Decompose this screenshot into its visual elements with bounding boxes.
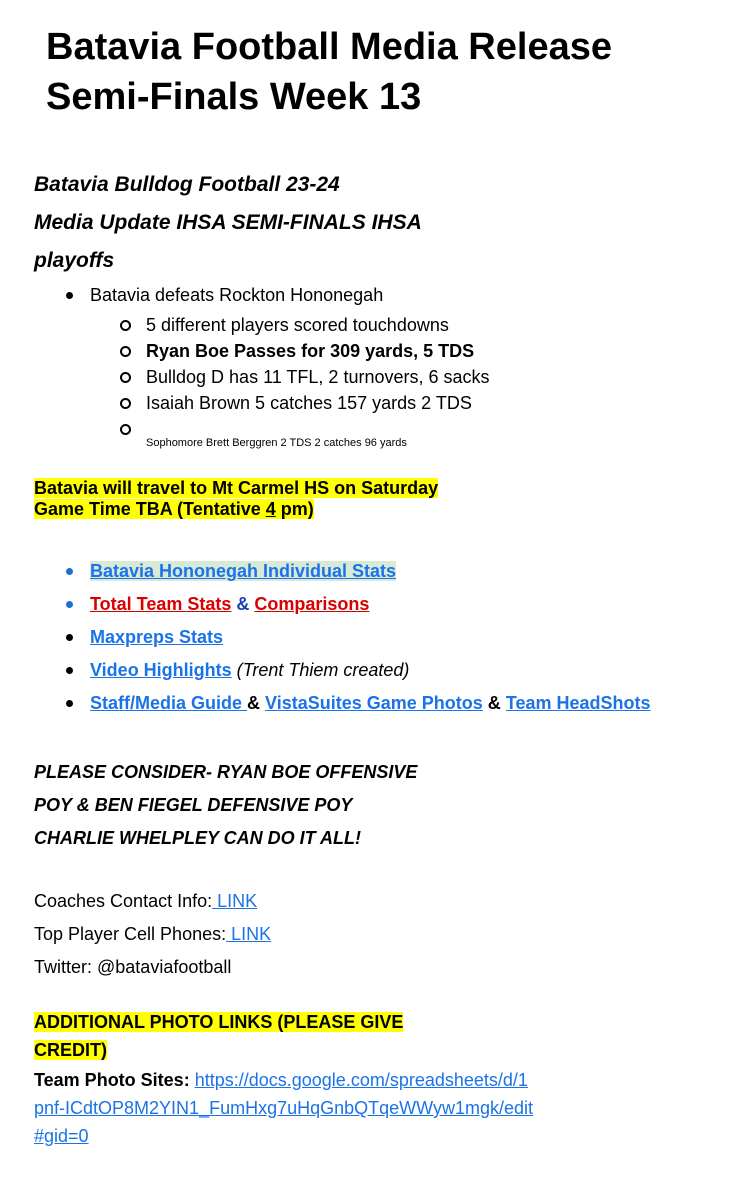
coaches-contact-row [34, 885, 634, 918]
travel-line-1: Batavia will travel to Mt Carmel HS on Saturday [34, 478, 439, 498]
consider-line-1: PLEASE CONSIDER- RYAN BOE OFFENSIVE [34, 762, 418, 782]
game-result-list [66, 282, 490, 456]
ampersand: & [247, 693, 266, 713]
consider-line-3: CHARLIE WHELPLEY CAN DO IT ALL! [34, 828, 361, 848]
comparisons-link[interactable]: Comparisons [254, 594, 370, 614]
team-photo-url-link[interactable]: https://docs.google.com/spreadsheets/d/1pnf-ICdtOP8M2YIN1_FumHxg7uHqGnbQTqeWWyw1mgk/edit#gid=0 [34, 1070, 534, 1146]
video-credit-note: (Trent Thiem created) [231, 660, 410, 680]
travel-announcement [34, 478, 504, 520]
title-line-1: Batavia Football Media Release [46, 26, 612, 68]
travel-line-2-a: Game Time TBA (Tentative [34, 499, 266, 519]
media-update-subheading [34, 166, 534, 280]
stats-links-list [66, 555, 651, 720]
video-highlights-link[interactable]: Video Highlights [90, 660, 232, 680]
link-item [66, 555, 651, 588]
detail-item [120, 312, 490, 338]
team-photo-sites [34, 1066, 534, 1150]
link-item [66, 621, 651, 654]
title-line-2: Semi-Finals Week 13 [46, 76, 422, 118]
contact-section [34, 885, 634, 984]
player-phones-label: Top Player Cell Phones: [34, 924, 227, 944]
additional-photo-heading [34, 1008, 474, 1064]
individual-stats-link[interactable]: Batavia Hononegah Individual Stats [90, 561, 397, 581]
game-result-headline-text: Batavia defeats Rockton Hononegah [90, 285, 384, 305]
subheading-line-3: playoffs [34, 249, 115, 272]
game-result-details [120, 312, 490, 456]
detail-item [120, 338, 490, 364]
staff-media-guide-link[interactable]: Staff/Media Guide [90, 693, 248, 713]
ampersand: & [482, 693, 506, 713]
coaches-contact-link[interactable]: LINK [212, 891, 258, 911]
coaches-contact-label: Coaches Contact Info: [34, 891, 213, 911]
twitter-handle: Twitter: @bataviafootball [34, 957, 232, 977]
detail-text: Isaiah Brown 5 catches 157 yards 2 TDS [146, 393, 472, 413]
detail-text: Sophomore Brett Berggren 2 TDS 2 catches 96 yards [146, 437, 407, 449]
link-item [66, 654, 651, 687]
total-team-stats-link[interactable]: Total Team Stats [90, 594, 232, 614]
player-phones-row [34, 918, 634, 951]
player-phones-link[interactable]: LINK [226, 924, 272, 944]
vistasuites-photos-link[interactable]: VistaSuites Game Photos [265, 693, 483, 713]
detail-text: 5 different players scored touchdowns [146, 315, 449, 335]
team-photo-label: Team Photo Sites: [34, 1070, 190, 1090]
detail-text: Ryan Boe Passes for 309 yards, 5 TDS [146, 341, 475, 361]
travel-line-2 [34, 499, 314, 519]
link-item [66, 588, 651, 621]
ampersand: & [236, 594, 250, 614]
game-result-headline [66, 282, 490, 456]
team-headshots-link[interactable]: Team HeadShots [505, 693, 651, 713]
detail-item [120, 364, 490, 390]
page-title [46, 22, 726, 122]
award-consideration [34, 756, 534, 855]
detail-item [120, 390, 490, 416]
subheading-line-1: Batavia Bulldog Football 23-24 [34, 173, 340, 196]
detail-item [120, 416, 490, 456]
link-item [66, 687, 651, 720]
travel-line-2-b: 4 [265, 499, 276, 519]
travel-line-2-c: pm) [275, 499, 314, 519]
detail-text: Bulldog D has 11 TFL, 2 turnovers, 6 sacks [146, 367, 490, 387]
consider-line-2: POY & BEN FIEGEL DEFENSIVE POY [34, 795, 353, 815]
additional-heading-line-1: ADDITIONAL PHOTO LINKS (PLEASE GIVE [34, 1012, 404, 1032]
maxpreps-stats-link[interactable]: Maxpreps Stats [90, 627, 224, 647]
subheading-line-2: Media Update IHSA SEMI-FINALS IHSA [34, 211, 422, 234]
additional-heading-line-2: CREDIT) [34, 1040, 107, 1060]
